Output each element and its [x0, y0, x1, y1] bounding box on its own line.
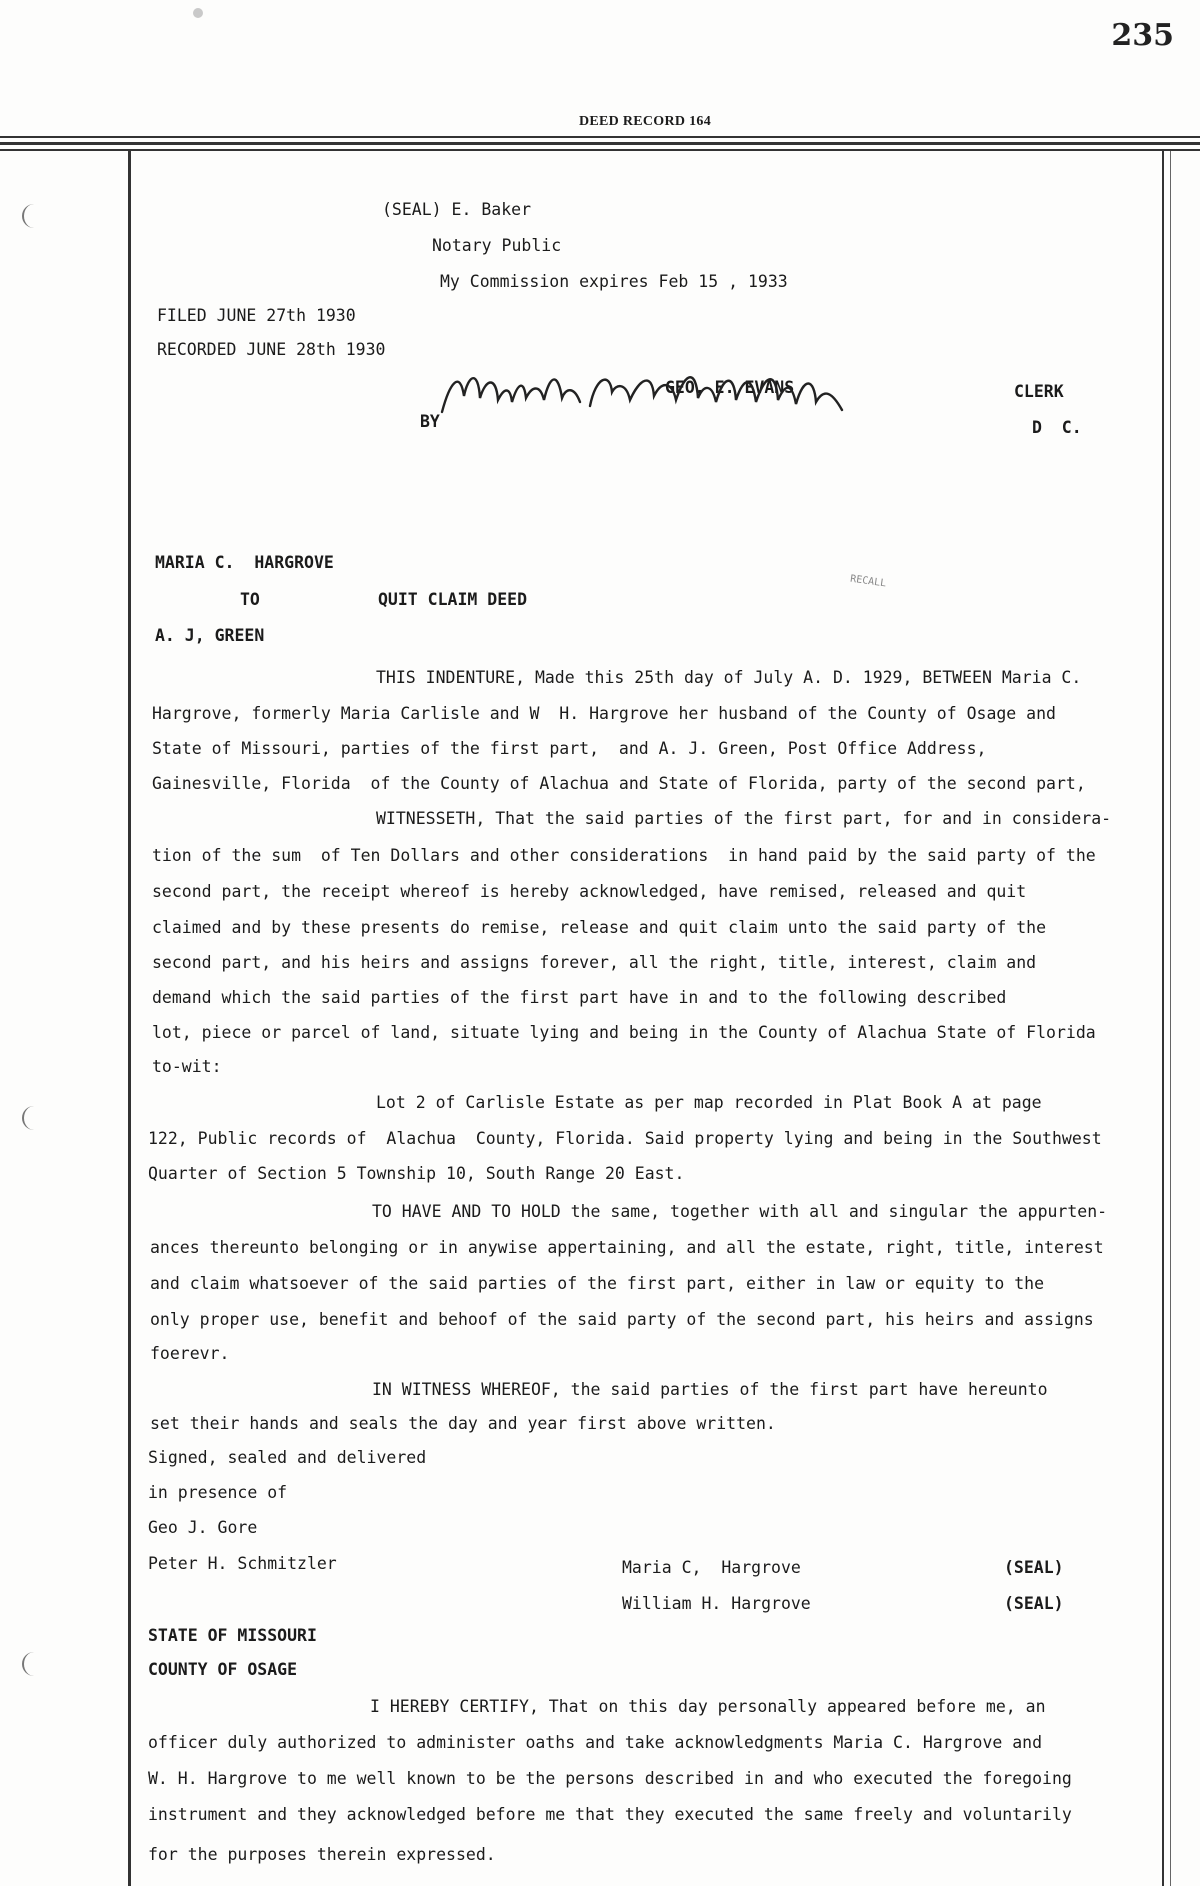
notary-commission: My Commission expires Feb 15 , 1933: [440, 272, 788, 291]
signatory-seal: (SEAL): [1004, 1594, 1064, 1613]
by-label: BY: [420, 412, 440, 431]
left-margin-line: [128, 151, 131, 1886]
body-line: foerevr.: [150, 1344, 230, 1363]
clerk-title: CLERK: [1014, 382, 1064, 401]
deed-type: QUIT CLAIM DEED: [378, 590, 528, 609]
header-rule: [0, 136, 1200, 138]
witness-name: Geo J. Gore: [148, 1518, 258, 1537]
ack-line: I HEREBY CERTIFY, That on this day personally appeared before me, an: [370, 1697, 1046, 1716]
body-line: 122, Public records of Alachua County, Florida. Said property lying and being in the Southwest: [148, 1129, 1102, 1148]
body-line: demand which the said parties of the first part have in and to the following described: [152, 988, 1007, 1007]
header-rule: [0, 149, 1200, 151]
ack-line: officer duly authorized to administer oaths and take acknowledgments Maria C. Hargrove and: [148, 1733, 1043, 1752]
body-line: TO HAVE AND TO HOLD the same, together with all and singular the appurten-: [372, 1202, 1108, 1221]
signatory-name: William H. Hargrove: [622, 1594, 811, 1613]
body-line: State of Missouri, parties of the first part, and A. J. Green, Post Office Address,: [152, 739, 987, 758]
margin-stamp: RECALL: [849, 573, 887, 590]
ack-line: instrument and they acknowledged before me that they executed the same freely and voluntarily: [148, 1805, 1072, 1824]
ack-state: STATE OF MISSOURI: [148, 1626, 317, 1645]
signatory-name: Maria C, Hargrove: [622, 1558, 801, 1577]
right-margin-line: [1170, 151, 1171, 1886]
header-rule: [0, 142, 1200, 145]
body-line: Hargrove, formerly Maria Carlisle and W H. Hargrove her husband of the County of Osage and: [152, 704, 1056, 723]
recorded-date: RECORDED JUNE 28th 1930: [157, 340, 386, 359]
body-line: lot, piece or parcel of land, situate lying and being in the County of Alachua State of Florida: [152, 1023, 1096, 1042]
body-line: second part, the receipt whereof is hereby acknowledged, have remised, released and quit: [152, 882, 1027, 901]
witness-name: Peter H. Schmitzler: [148, 1554, 337, 1573]
body-line: Lot 2 of Carlisle Estate as per map recorded in Plat Book A at page: [376, 1093, 1042, 1112]
deputy-clerk-title: D C.: [1032, 418, 1082, 437]
grantee: A. J, GREEN: [155, 626, 265, 645]
margin-mark: [22, 204, 44, 228]
record-title: DEED RECORD 164: [578, 114, 712, 129]
margin-mark: [22, 1106, 44, 1130]
body-line: THIS INDENTURE, Made this 25th day of July A. D. 1929, BETWEEN Maria C.: [376, 668, 1082, 687]
ack-county: COUNTY OF OSAGE: [148, 1660, 298, 1679]
body-line: to-wit:: [152, 1057, 222, 1076]
notary-title: Notary Public: [432, 236, 562, 255]
body-line: set their hands and seals the day and year first above written.: [150, 1414, 776, 1433]
body-line: tion of the sum of Ten Dollars and other considerations in hand paid by the said party of the: [152, 846, 1096, 865]
witness-label: in presence of: [148, 1483, 288, 1502]
notary-seal-line: (SEAL) E. Baker: [382, 200, 532, 219]
body-line: WITNESSETH, That the said parties of the first part, for and in considera-: [376, 809, 1112, 828]
clerk-name: GEO. E. EVANS: [665, 378, 795, 397]
ack-line: for the purposes therein expressed.: [148, 1845, 496, 1864]
filed-date: FILED JUNE 27th 1930: [157, 306, 356, 325]
body-line: claimed and by these presents do remise, release and quit claim unto the said party of the: [152, 918, 1047, 937]
body-line: IN WITNESS WHEREOF, the said parties of the first part have hereunto: [372, 1380, 1048, 1399]
body-line: Quarter of Section 5 Township 10, South Range 20 East.: [148, 1164, 685, 1183]
deputy-clerk-signature: [440, 362, 850, 434]
page-number: 235: [1111, 18, 1174, 53]
margin-mark: [22, 1652, 44, 1676]
body-line: Gainesville, Florida of the County of Alachua and State of Florida, party of the second part,: [152, 774, 1086, 793]
body-line: and claim whatsoever of the said parties of the first part, either in law or equity to the: [150, 1274, 1045, 1293]
body-line: second part, and his heirs and assigns forever, all the right, title, interest, claim and: [152, 953, 1037, 972]
body-line: only proper use, benefit and behoof of the said party of the second part, his heirs and assigns: [150, 1310, 1094, 1329]
grantor: MARIA C. HARGROVE: [155, 553, 334, 572]
body-line: Signed, sealed and delivered: [148, 1448, 427, 1467]
signatory-seal: (SEAL): [1004, 1558, 1064, 1577]
binder-hole: [193, 8, 203, 18]
to-label: TO: [240, 590, 260, 609]
right-margin-line: [1162, 151, 1164, 1886]
body-line: ances thereunto belonging or in anywise appertaining, and all the estate, right, title, interest: [150, 1238, 1104, 1257]
ack-line: W. H. Hargrove to me well known to be the persons described in and who executed the foregoing: [148, 1769, 1072, 1788]
